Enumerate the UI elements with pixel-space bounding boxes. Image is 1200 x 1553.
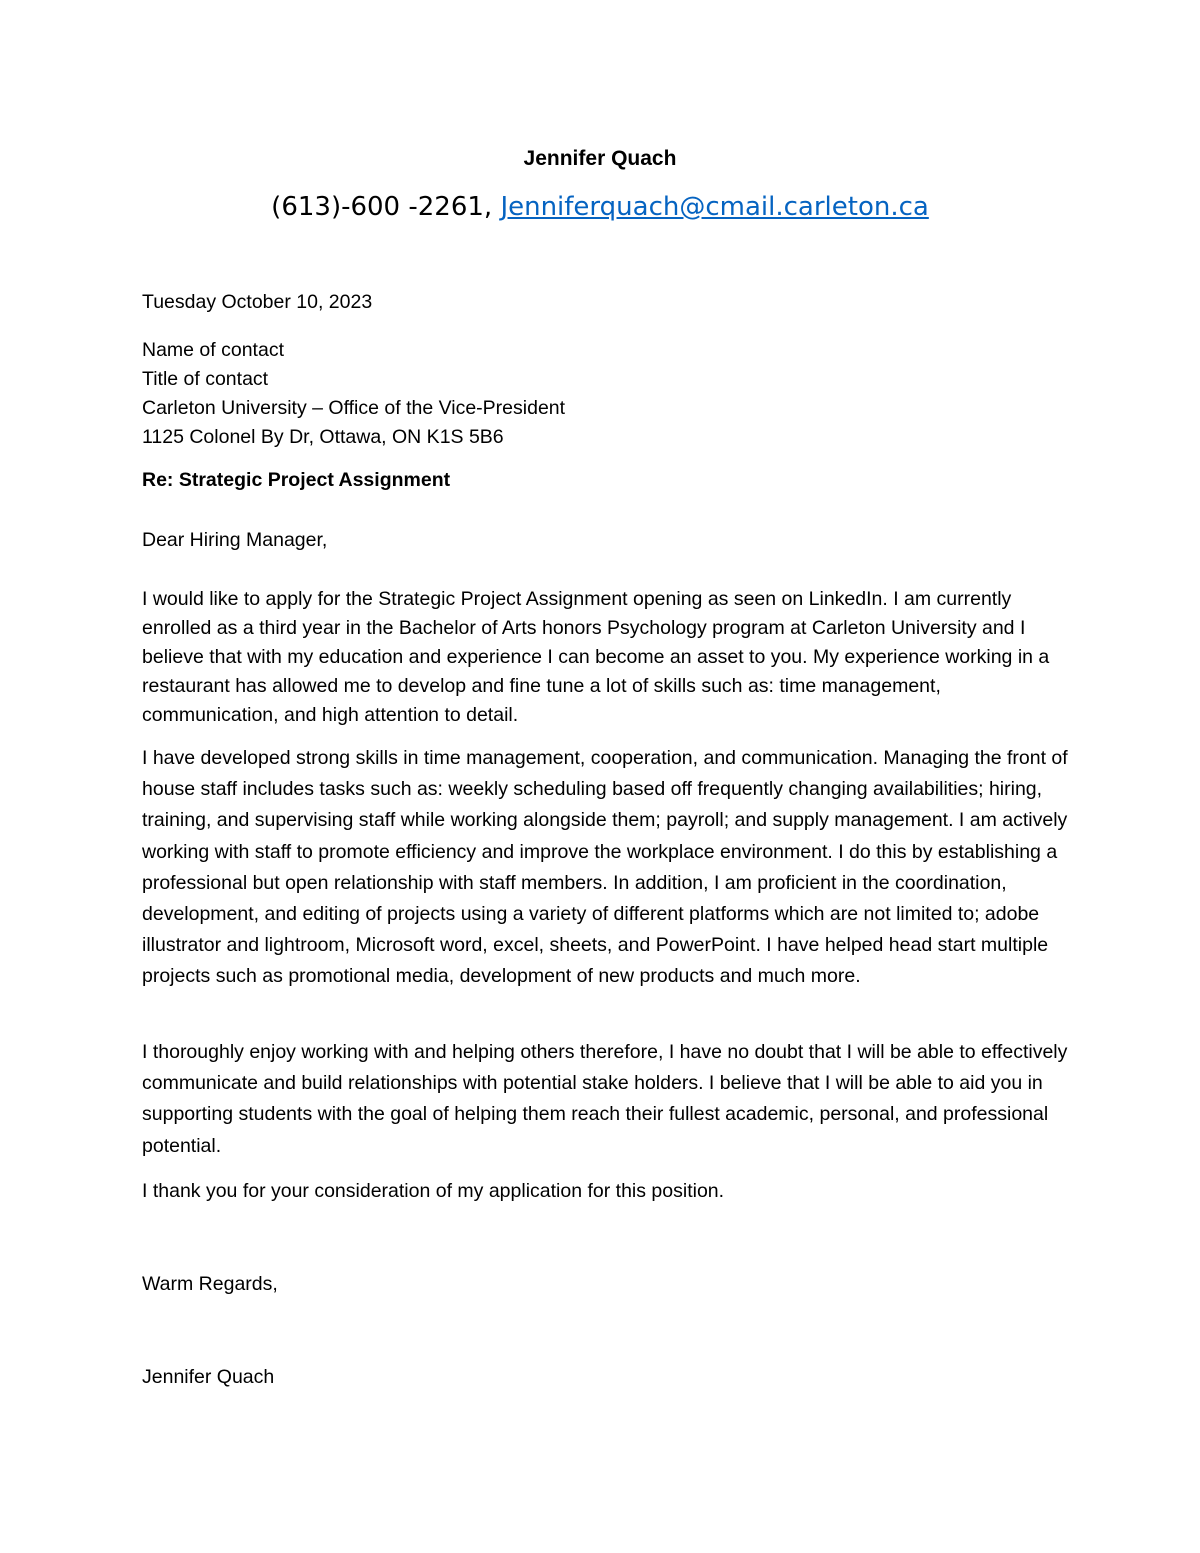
letter-date: Tuesday October 10, 2023: [142, 291, 373, 313]
subject-line: Re: Strategic Project Assignment: [142, 469, 451, 491]
body-paragraph-2: I have developed strong skills in time management, cooperation, and communication. Managing the front of house staff includes tasks such as: weekly scheduling based off frequently changing availabilities; hiring, training, and supervising staff while working alongside them; payroll; and supply management. I am actively working with staff to promote efficiency and improve the workplace environment. I do this by establishing a professional but open relationship with staff members. In addition, I am proficient in the coordination, development, and editing of projects using a variety of different platforms which are not limited to; adobe illustrator and lightroom, Microsoft word, excel, sheets, and PowerPoint. I have helped head start multiple projects such as promotional media, development of new products and much more.: [142, 747, 1068, 988]
body-paragraph-3: I thoroughly enjoy working with and helping others therefore, I have no doubt that I will be able to effectively communicate and build relationships with potential stake holders. I believe that I will be able to aid you in supporting students with the goal of helping them reach their fullest academic, personal, and professional potential.: [142, 1041, 1068, 1157]
sender-contact-line: [0, 190, 1200, 224]
body-paragraph-4: I thank you for your consideration of my application for this position.: [142, 1180, 725, 1202]
recipient-title: Title of contact: [142, 368, 269, 390]
sender-name: Jennifer Quach: [523, 147, 677, 170]
sender-phone: (613)-600 -2261,: [271, 192, 493, 222]
recipient-address-block: [142, 336, 1072, 452]
closing: Warm Regards,: [142, 1273, 278, 1295]
recipient-street-address: 1125 Colonel By Dr, Ottawa, ON K1S 5B6: [142, 426, 504, 448]
recipient-organization: Carleton University – Office of the Vice-President: [142, 397, 566, 419]
signature-name: Jennifer Quach: [142, 1366, 275, 1388]
recipient-name: Name of contact: [142, 339, 284, 361]
sender-email-link[interactable]: Jenniferquach@cmail.carleton.ca: [500, 192, 929, 222]
salutation: Dear Hiring Manager,: [142, 529, 328, 551]
body-paragraph-1: I would like to apply for the Strategic Project Assignment opening as seen on LinkedIn. I am currently enrolled as a third year in the Bachelor of Arts honors Psychology program at Carleton University and I believe that with my education and experience I can become an asset to you. My experience working in a restaurant has allowed me to develop and fine tune a lot of skills such as: time management, communication, and high attention to detail.: [142, 588, 1050, 726]
